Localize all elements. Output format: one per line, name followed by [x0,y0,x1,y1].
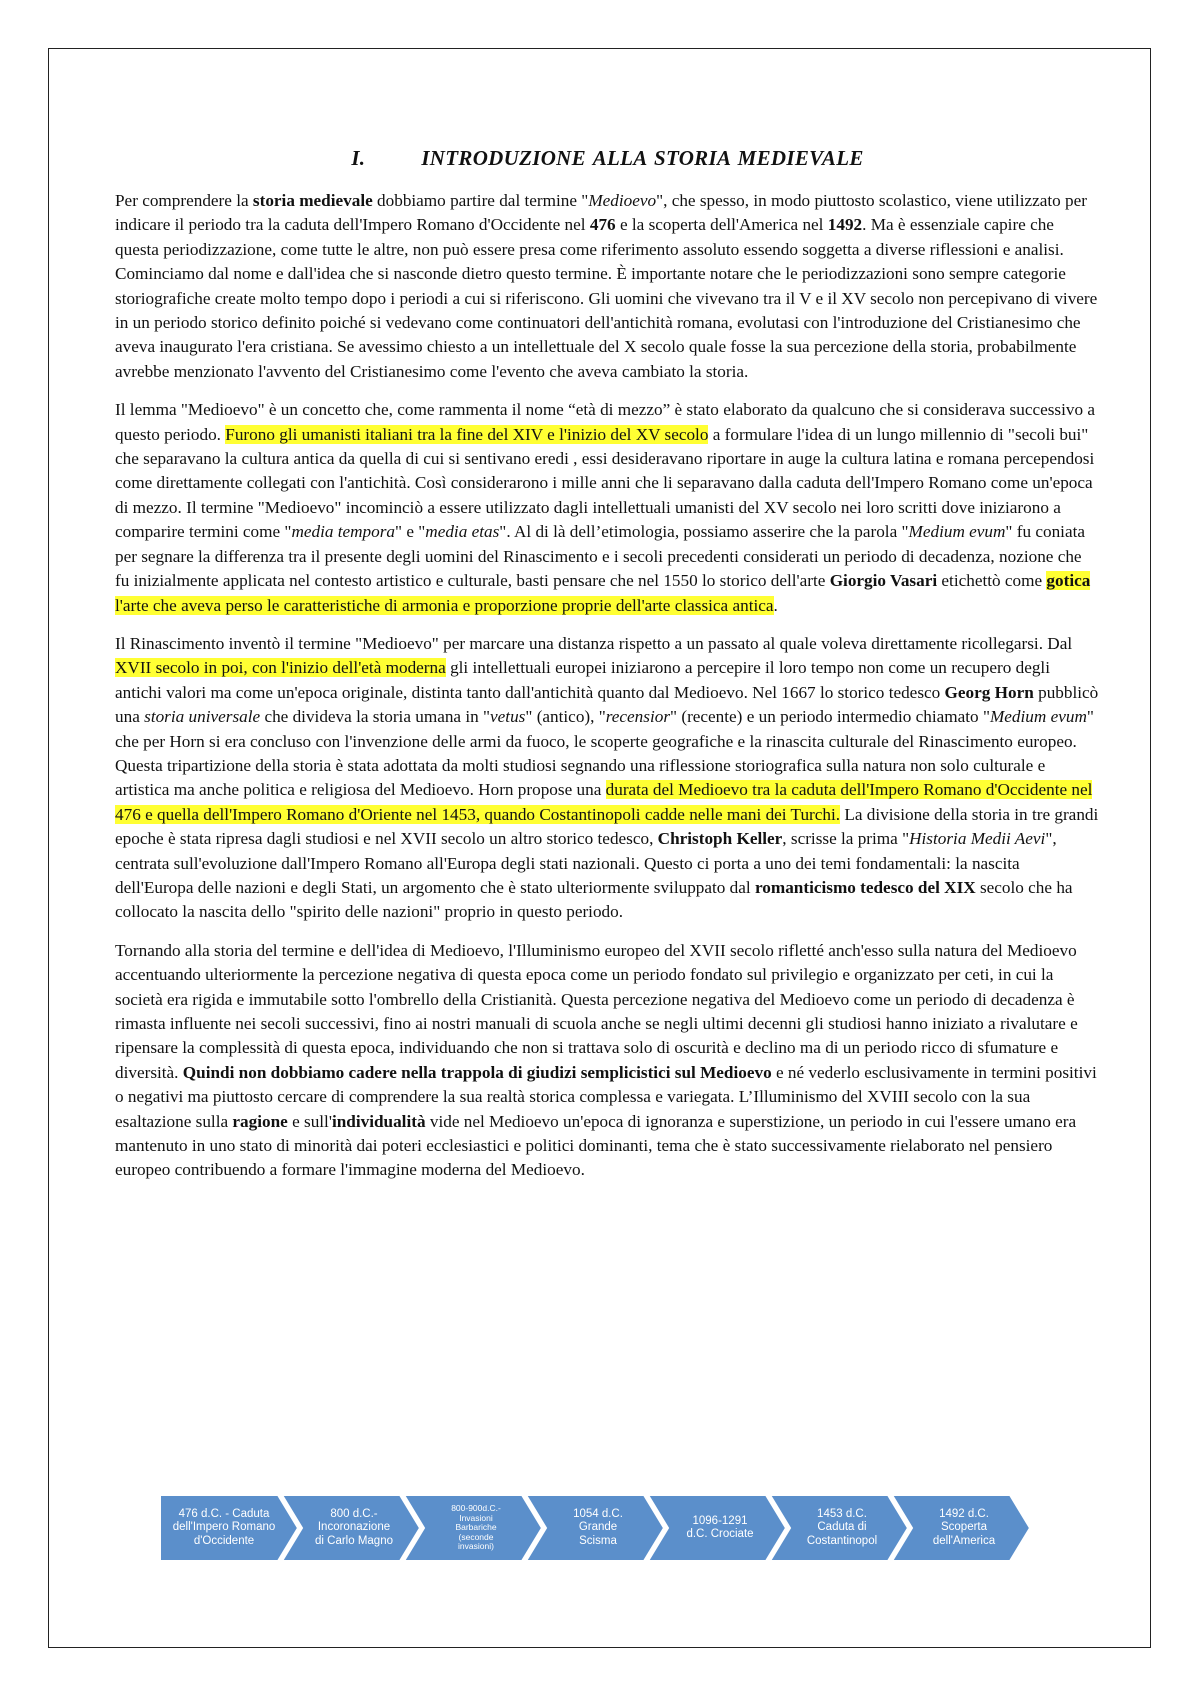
chapter-title: INTRODUZIONE ALLA STORIA MEDIEVALE [421,146,864,170]
timeline-step [526,1495,664,1561]
italic-text: recensior [605,707,671,727]
timeline-step-label [912,1495,1016,1561]
timeline-step-line: (seconde [458,1531,494,1542]
text-run: dobbiamo partire dal termine " [372,191,589,210]
timeline-step [160,1495,298,1561]
italic-text: Medioevo [588,191,657,210]
text-run: l'arte che aveva perso le caratteristiche di armonia e proporzione proprie dell'arte classica antica [115,595,774,615]
bold-text: Giorgio Vasari [829,571,938,591]
bold-text: 476 [589,215,616,235]
document-body [115,140,1100,1197]
text-run: La divisione della storia in tre grandi epoche è stata ripresa dagli studiosi e nel XVII secolo un altro storico tedesco, [115,804,1099,849]
timeline-step-line: 1453 d.C. [817,1507,867,1520]
timeline-step-line: invasioni) [458,1541,494,1552]
bold-text: ragione [232,1111,288,1131]
text-run: , scrisse la prima " [782,829,910,849]
timeline-step [770,1495,908,1561]
paragraph-1 [115,189,1100,384]
text-run: secolo che ha collocato la nascita dello "spirito delle nazioni" proprio in questo periodo. [115,877,1073,922]
timeline-step-line: di Carlo Magno [315,1534,393,1547]
bold-text: storia medievale [252,191,373,210]
timeline-step-label [164,1495,284,1561]
text-run: Tornando alla storia del termine e dell'idea di Medioevo, l'Illuminismo europeo del XVII secolo rifletté anch'esso sulla natura del Medioevo accentuando ulteriormente la percezione negativa di questa epoca come un periodo fondato sul privilegio e organizzato per ceti, in cui la società era rigida e immutabile sotto l'ombrello della Cristianità. Questa percezione negativa del Medioevo come un periodo di decadenza è rimasta influente nei secoli successivi, fino ai nostri manuali di scuola anche se negli ultimi decenni gli studiosi hanno iniziato a rivalutare e ripensare la complessità di questa epoca, individuando che non si trattava solo di oscurità e declino ma di un periodo ricco di sfumature e diversità. [115,940,1078,1082]
italic-text: media etas [425,522,500,542]
italic-text: Medium evum [989,707,1087,727]
timeline-step-line: dell'Impero Romano [172,1521,276,1534]
timeline-step-line: 800 d.C.- [330,1507,378,1520]
text-run: ", che spesso, in modo piuttosto scolastico, viene utilizzato per indicare il periodo tra la caduta dell'Impero Romano d'Occidente nel [115,191,1087,235]
italic-text: vetus [490,707,526,727]
text-run: a formulare l'idea di un lungo millennio di "secoli bui" che separavano la cultura antica da quella di cui si sentivano eredi , essi desideravano riportare in auge la cultura latina e romana percependosi come direttamente collegati con l'antichità. Così considerarono i mille anni che li separavano dalla caduta dell'Impero Romano come un'epoca di mezzo. Il termine "Medioevo" incominciò a essere utilizzato dagli intellettuali umanisti del XV secolo nei loro scritti dove iniziarono a comparire termini come " [115,424,1095,542]
text-run: " e " [395,522,426,542]
timeline-step-line: 1492 d.C. [939,1507,989,1520]
text-run: ", centrata sull'evoluzione dall'Impero Romano all'Europa degli stati nazionali. Questo ci porta a uno dei temi fondamentali: la nascita dell'Europa delle nazioni e degli Stati, un argomento che è stato ulteriormente sviluppato dal [115,829,1057,897]
timeline-step-line: Incoronazione [317,1521,391,1534]
text-run: Il lemma "Medioevo" è un concetto che, come rammenta il nome “età di mezzo” è stato elaborato da qualcuno che si considerava successivo a questo periodo. [115,400,1095,444]
highlighted-text: durata del Medioevo tra la caduta dell'Impero Romano d'Occidente nel 476 e quella dell'Impero Romano d'Oriente nel 1453, quando Costantinopoli cadde nelle mani dei Turchi. [115,780,1093,824]
chapter-heading [115,146,1100,171]
text-run: pubblicò una [115,682,1099,727]
timeline-step-line: Barbariche [455,1522,497,1533]
text-run: " (recente) e un periodo intermedio chiamato " [670,707,990,727]
paragraph-4 [115,939,1100,1183]
bold-text: Georg Horn [944,682,1034,702]
text-run: " fu coniata per segnare la differenza tra il presente degli uomini del Rinascimento e i secoli precedenti considerati un periodo di decadenza, nozione che fu inizialmente applicata nel contesto artistico e culturale, basti pensare che nel 1550 lo storico dell'arte [115,522,1085,591]
highlighted-text: XVII secolo in poi, con l'inizio dell'età moderna [115,658,446,678]
timeline-step-label [424,1495,528,1561]
text-run: . Ma è essenziale capire che questa periodizzazione, come tutte le altre, non può essere presa come riferimento assoluto essendo soggetta a diverse riflessioni e analisi. Cominciamo dal nome e dall'idea che si nasconde dietro questo termine. È importante notare che le periodizzazioni sono sempre categorie storiografiche create molto tempo dopo i periodi a cui si riferiscono. Gli uomini che vivevano tra il V e il XV secolo non percepivano di vivere in un periodo storico definito poiché si vedevano come continuatori dell'antichità romana, evolutasi con l'introduzione del Cristianesimo che aveva inaugurato l'era cristiana. Se avessimo chiesto a un intellettuale del X secolo quale fosse la sua percezione della storia, probabilmente avrebbe menzionato l'avvento del Cristianesimo come l'evento che aveva cambiato la storia. [115,215,1098,381]
timeline-step-line: 1096-1291 [692,1514,748,1527]
bold-text: individualità [331,1111,426,1131]
timeline-step-line: 1054 d.C. [573,1507,623,1520]
timeline-step-label [790,1495,894,1561]
bold-text: romanticismo tedesco del XIX [754,877,976,897]
timeline-step-label [546,1495,650,1561]
timeline-step-line: d'Occidente [193,1534,255,1547]
text-run: vide nel Medioevo un'epoca di ignoranza e superstizione, un periodo in cui l'essere umano era mantenuto in uno stato di minorità dai poteri ecclesiastici e politici dominanti, tema che è stato successivamente rielaborato nel pensiero europeo contribuendo a formare l'immagine moderna del Medioevo. [115,1111,1077,1180]
timeline-chevron-diagram [160,1495,1115,1561]
paragraph-2 [115,398,1100,618]
timeline-step-label [668,1495,772,1561]
text-run: e né vederlo esclusivamente in termini positivi o negativi ma piuttosto cercare di comprendere la sua realtà storica complessa e variegata. L’Illuminismo del XVIII secolo con la sua esaltazione sulla [115,1062,1097,1131]
italic-text: media tempora [291,522,396,542]
timeline-step-line: Invasioni [459,1512,493,1523]
timeline-step-line: Scisma [579,1534,617,1547]
timeline-step-line: dell'America [932,1534,996,1547]
timeline-step-label [302,1495,406,1561]
bold-text: 1492 [827,215,863,235]
text-run: e sull' [287,1111,332,1131]
italic-text: storia universale [144,707,261,727]
bold-text: Quindi non dobbiamo cadere nella trappola di giudizi semplicistici sul Medioevo [182,1062,772,1082]
italic-text: Medium evum [908,522,1006,542]
timeline-step [282,1495,420,1561]
text-run: Il Rinascimento inventò il termine "Medioevo" per marcare una distanza rispetto a un passato al quale voleva direttamente ricollegarsi. Dal [115,633,1073,653]
timeline-step-line: Costantinopol [806,1534,878,1547]
text-run: etichettò come [937,571,1047,591]
text-run: gli intellettuali europei iniziarono a percepire il loro tempo non come un recupero degli antichi valori ma come un'epoca originale, distinta tanto dall'antichità quanto dal Medioevo. Nel 1667 lo storico tedesco [115,658,1050,702]
highlighted-text: Furono gli umanisti italiani tra la fine del XIV e l'inizio del XV secolo [225,424,709,444]
paragraph-3 [115,632,1100,925]
text-run: " che per Horn si era concluso con l'invenzione delle armi da fuoco, le scoperte geografiche e la rinascita culturale del Rinascimento europeo. Questa tripartizione della storia è stata adottata da molti studiosi segnando una riflessione storiografica sulla natura non solo culturale e artistica ma anche politica e religiosa del Medioevo. Horn propose una [115,707,1094,800]
timeline-step-line: d.C. Crociate [686,1528,754,1540]
timeline-step-line: Caduta di [817,1521,867,1534]
timeline-step-line: Grande [578,1521,618,1534]
text-run: " (antico), " [525,707,606,727]
text-run: che divideva la storia umana in " [260,707,491,727]
text-run: e la scoperta dell'America nel [615,215,828,235]
timeline-step [892,1495,1030,1561]
italic-text: Historia Medii Aevi [909,829,1046,849]
text-run: . [773,595,778,615]
chapter-number: I. [351,146,366,170]
timeline-step [648,1495,786,1561]
timeline-step-line: 800-900d.C.- [451,1503,501,1514]
bold-text: gotica [1046,571,1091,591]
timeline-step-line: 476 d.C. - Caduta [178,1507,270,1520]
timeline-step-line: Scoperta [940,1521,988,1534]
bold-text: Christoph Keller [657,829,783,849]
text-run: Per comprendere la [115,191,253,210]
text-run: ". Al di là dell’etimologia, possiamo asserire che la parola " [499,522,909,542]
timeline-step [404,1495,542,1561]
